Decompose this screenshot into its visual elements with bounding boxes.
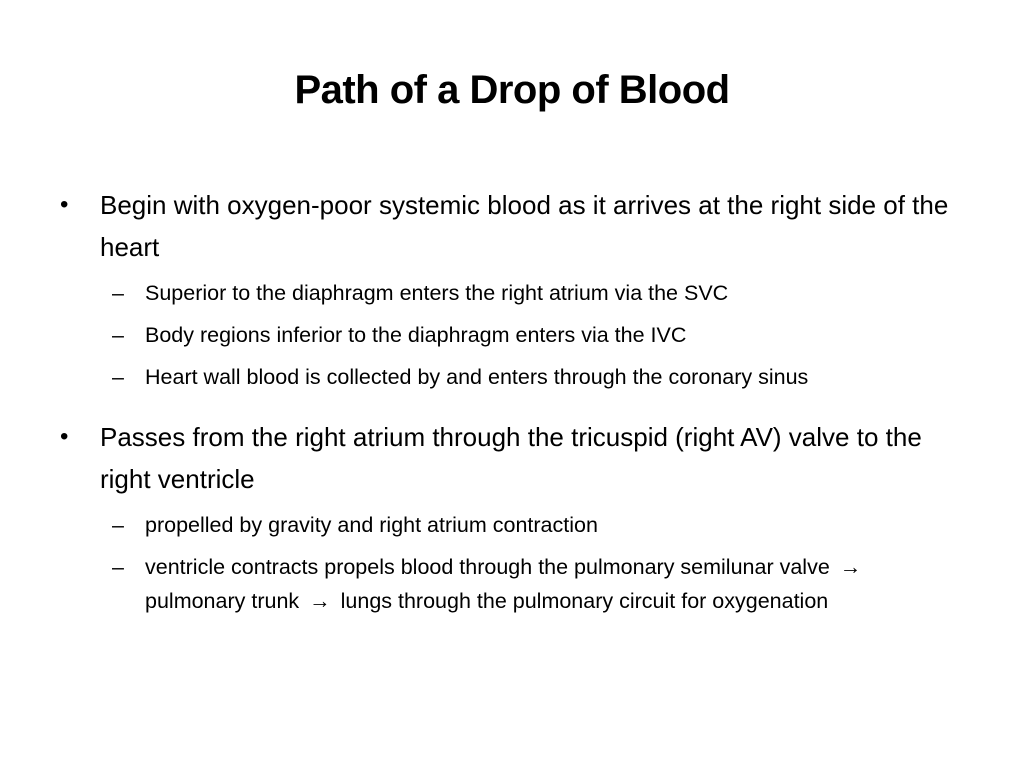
dash-marker: – xyxy=(112,323,124,347)
slide-title: Path of a Drop of Blood xyxy=(294,68,730,112)
right-arrow-icon: → xyxy=(309,589,331,613)
bullet-item xyxy=(60,184,960,268)
sub-bullet-item xyxy=(100,276,960,310)
dash-marker: – xyxy=(112,281,124,305)
bullet-marker: • xyxy=(60,423,69,450)
bullet-text: Passes from the right atrium through the tricuspid (right AV) valve to the right ventricle xyxy=(100,422,922,494)
sub-bullet-text-part: lungs through the pulmonary circuit for oxygenation xyxy=(340,589,829,613)
sub-bullet-item xyxy=(100,360,960,394)
bullet-group-1 xyxy=(60,184,960,394)
sub-bullet-text-part: ventricle contracts propels blood through the pulmonary semilunar valve xyxy=(145,555,830,579)
sub-bullet-text: propelled by gravity and right atrium contraction xyxy=(145,513,598,537)
bullet-text: Begin with oxygen-poor systemic blood as it arrives at the right side of the heart xyxy=(100,190,949,262)
dash-marker: – xyxy=(112,555,124,579)
dash-marker: – xyxy=(112,513,124,537)
bullet-item xyxy=(60,416,960,500)
sub-bullet-text: Superior to the diaphragm enters the right atrium via the SVC xyxy=(145,281,729,305)
sub-bullet-item xyxy=(100,550,960,618)
bullet-marker: • xyxy=(60,191,69,218)
bullet-list xyxy=(60,184,960,626)
bullet-group-2 xyxy=(60,416,960,618)
dash-marker: – xyxy=(112,365,124,389)
sub-bullet-item xyxy=(100,318,960,352)
right-arrow-icon: → xyxy=(839,555,862,579)
sub-bullet-list xyxy=(100,276,960,394)
sub-bullet-item xyxy=(100,508,960,542)
sub-bullet-text: Heart wall blood is collected by and enters through the coronary sinus xyxy=(145,365,809,389)
sub-bullet-list xyxy=(100,508,960,618)
sub-bullet-text-part: pulmonary trunk xyxy=(145,589,300,613)
sub-bullet-text: Body regions inferior to the diaphragm enters via the IVC xyxy=(145,323,687,347)
